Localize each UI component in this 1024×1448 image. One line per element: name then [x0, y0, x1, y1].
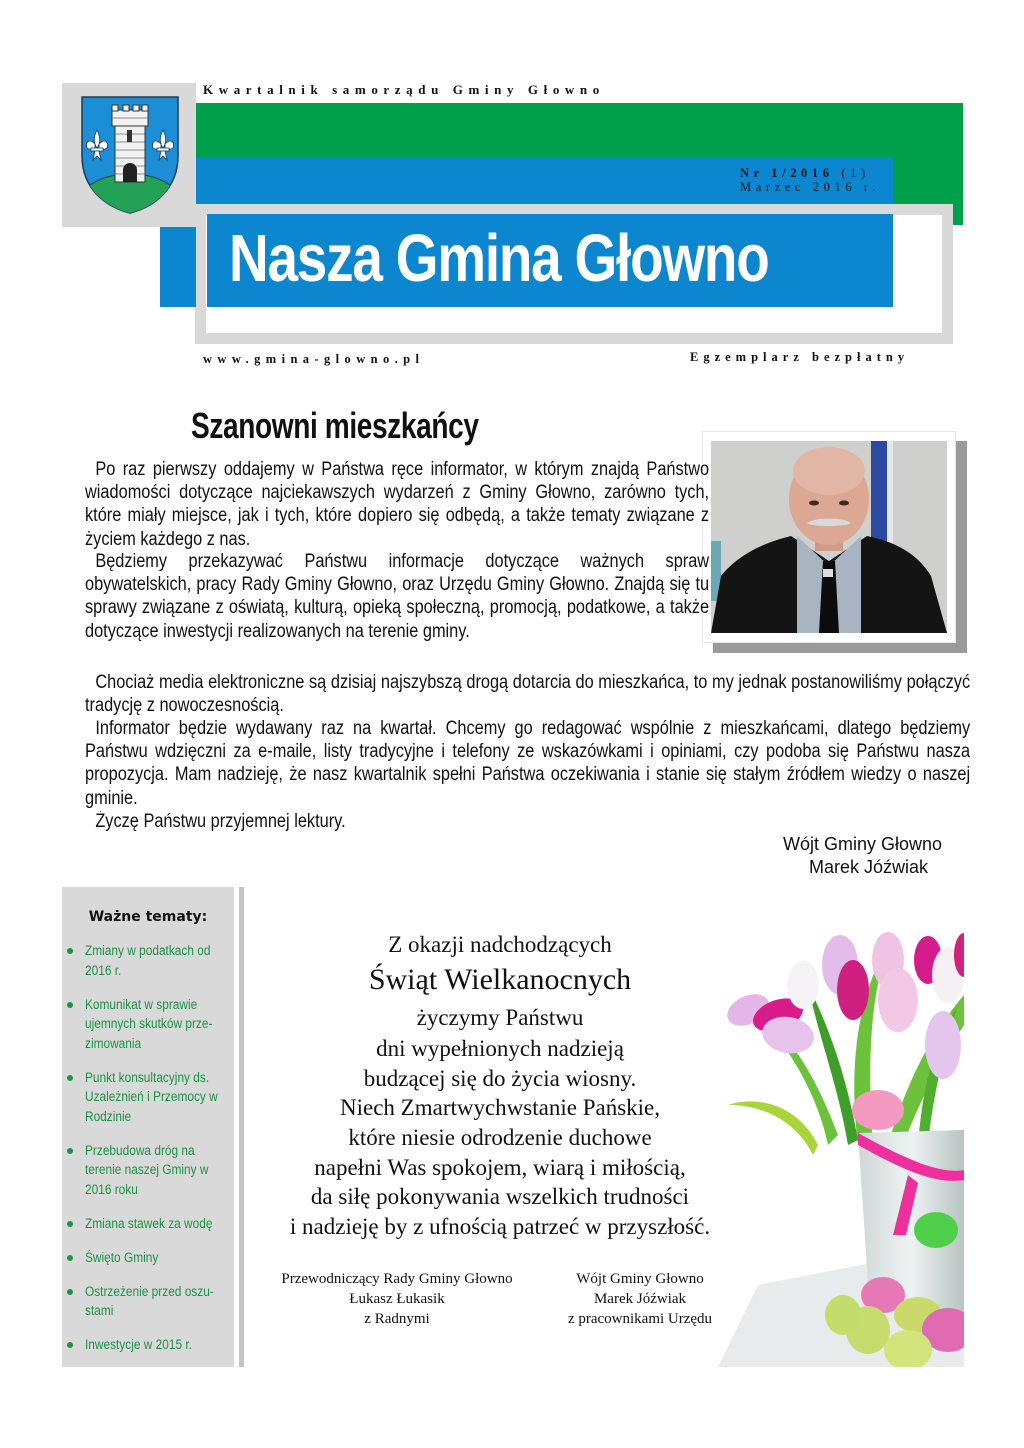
topic-item-water-rates[interactable]: Zmiana stawek za wodę [62, 1214, 234, 1234]
bullet-icon [67, 1342, 73, 1348]
bullet-icon [67, 1255, 73, 1261]
signer-with: z Radnymi [364, 1311, 430, 1327]
issue-date: Marzec 2016 r. [740, 180, 880, 194]
sidebar-heading: Ważne tematy: [88, 909, 208, 925]
topic-item-consultation-point[interactable]: Punkt konsultacyjny ds. Uzależnień i Przemocy w Rodzinie [62, 1068, 234, 1127]
topics-list [62, 941, 234, 1369]
bullet-icon [67, 948, 73, 954]
signer-mayor [540, 1269, 740, 1329]
easter-line-3: życzymy Państwu [416, 1005, 584, 1030]
issue-number: Nr 1/2016 [740, 166, 834, 180]
crest-box [62, 83, 196, 227]
signer-with: z pracownikami Urzędu [567, 1311, 713, 1327]
bullet-icon [67, 1148, 73, 1154]
easter-tulips-image [718, 905, 964, 1367]
easter-line-4: dni wypełnionych nadzieją [376, 1036, 624, 1061]
topic-item-commune-day[interactable]: Święto Gminy [62, 1248, 234, 1268]
bullet-icon [67, 1002, 73, 1008]
mayor-photo [711, 441, 947, 633]
letter-paragraph-1: Po raz pierwszy oddajemy w Państwa ręce informator, w którym znajdą Państwo wiadomości dotyczące najciekawszych wydarzeń z Gminy Głowno, zarówno tych, które miały miejsce, jak i tych, które dopiero się odbędą, a także tematy związane z życiem każdego z nas. [85, 459, 710, 550]
letter-paragraph-3: Chociaż media elektroniczne są dzisiaj najszybszą drogą dotarcia do mieszkańca, to my jednak postanowiliśmy połączyć tradycję z nowoczesnością. [85, 672, 971, 717]
masthead-blue-stub [160, 227, 196, 307]
free-copy-label: Egzemplarz bezpłatny [690, 350, 910, 364]
letter-signature-role: Wójt Gminy Głowno [783, 834, 943, 854]
issue-info [740, 166, 880, 194]
signer-name: Marek Jóźwiak [593, 1291, 687, 1307]
easter-line-1: Z okazji nadchodzących [388, 932, 612, 957]
important-topics-sidebar [62, 887, 234, 1367]
easter-line-6: Niech Zmartwychwstanie Pańskie, [340, 1095, 660, 1120]
easter-line-8: napełni Was spokojem, wiarą i miłością, [314, 1155, 686, 1180]
issue-sequence: (1) [841, 166, 870, 180]
tulips-icon [718, 905, 964, 1367]
topic-item-fraud-warning[interactable]: Ostrzeżenie przed oszu-stami [62, 1282, 234, 1321]
letter-paragraph-5: Życzę Państwu przyjemnej lektury. [95, 811, 346, 832]
topic-item-winter-announcement[interactable]: Komunikat w sprawie ujemnych skutków prze-zimowania [62, 995, 234, 1054]
mayor-photo-frame [702, 431, 956, 643]
masthead-title-bar [207, 214, 893, 307]
coat-of-arms-icon [79, 94, 181, 215]
signer-role: Przewodniczący Rady Gminy Głowno [281, 1271, 513, 1287]
bullet-icon [67, 1075, 73, 1081]
signer-name: Łukasz Łukasik [349, 1291, 445, 1307]
topic-item-taxes[interactable]: Zmiany w podatkach od 2016 r. [62, 941, 234, 980]
publication-title: Nasza Gmina Głowno [229, 221, 769, 296]
letter-paragraph-2: Będziemy przekazywać Państwu informacje dotyczące ważnych spraw obywatelskich, pracy Rady Gminy Głowno, oraz Urzędu Gminy Głowno. Znajdą się tu sprawy związane z oświatą, kulturą, opieką społeczną, promocją, podatkowe, a także dotyczące inwestycji realizowanych na terenie gminy. [85, 551, 710, 642]
easter-line-5: budzącej się do życia wiosny. [363, 1066, 637, 1091]
bullet-icon [67, 1221, 73, 1227]
easter-line-2-holiday: Świąt Wielkanocnych [368, 963, 632, 996]
easter-line-7: które niesie odrodzenie duchowe [348, 1125, 652, 1150]
topic-item-road-reconstruction[interactable]: Przebudowa dróg na terenie naszej Gminy w 2016 roku [62, 1141, 234, 1200]
publication-tagline: Kwartalnik samorządu Gminy Głowno [203, 82, 605, 97]
website-link[interactable]: www.gmina-glowno.pl [203, 352, 425, 366]
easter-line-9: da siłę pokonywania wszelkich trudności [310, 1184, 690, 1209]
portrait-icon [711, 441, 947, 633]
topic-item-investments-2015[interactable]: Inwestycje w 2015 r. [62, 1335, 234, 1355]
letter-heading: Szanowni mieszkańcy [191, 405, 479, 446]
easter-line-10: i nadzieję by z ufnością patrzeć w przyszłość. [289, 1214, 711, 1239]
letter-paragraph-4: Informator będzie wydawany raz na kwartał. Chcemy go redagować wspólnie z mieszkańcami, dlatego będziemy Państwu wdzięczni za e-maile, listy tradycyjne i telefony ze wskazówkami i opiniami, czy podoba się Państwu nasza propozycja. Mam nadzieję, że nasz kwartalnik spełni Państwa oczekiwania i stanie się stałym źródłem wiedzy o naszej gminie. [85, 718, 971, 809]
letter-signature-name: Marek Jóźwiak [809, 857, 929, 877]
signer-council-chair [262, 1269, 532, 1329]
signer-role: Wójt Gminy Głowno [576, 1271, 704, 1287]
bullet-icon [67, 1289, 73, 1295]
sidebar-divider [239, 887, 244, 1367]
